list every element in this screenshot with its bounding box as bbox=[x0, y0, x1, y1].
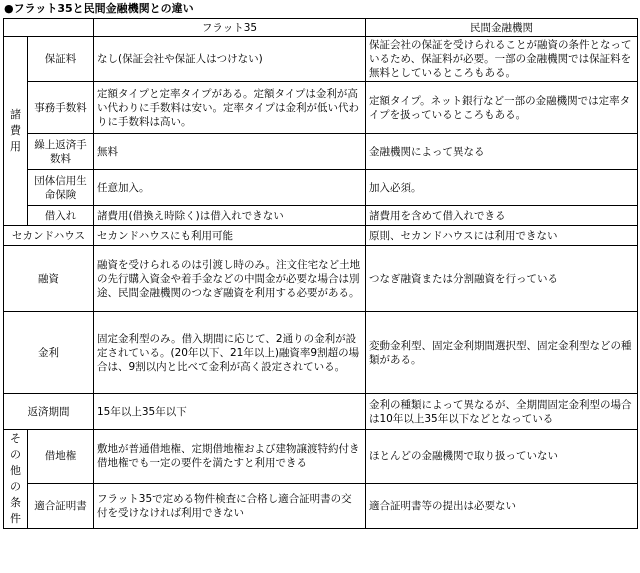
flat35-cell: セカンドハウスにも利用可能 bbox=[94, 226, 366, 246]
private-cell: 諸費用を含めて借入れできる bbox=[366, 206, 638, 226]
header-flat35: フラット35 bbox=[94, 19, 366, 37]
table-row bbox=[4, 312, 638, 394]
private-cell: つなぎ融資または分割融資を行っている bbox=[366, 246, 638, 312]
page-title: ●フラット35と民間金融機関との違い bbox=[4, 2, 194, 15]
table-row bbox=[4, 483, 638, 528]
table-row bbox=[4, 246, 638, 312]
row-label: 借地権 bbox=[28, 430, 94, 484]
table-row bbox=[4, 134, 638, 170]
private-cell: 金融機関によって異なる bbox=[366, 134, 638, 170]
flat35-cell: 定額タイプと定率タイプがある。定額タイプは金利が高い代わりに手数料は安い。定率タイプは金利が低い代わりに手数料は高い。 bbox=[94, 82, 366, 134]
table-row bbox=[4, 170, 638, 206]
flat35-cell: フラット35で定める物件検査に合格し適合証明書の交付を受けなければ利用できない bbox=[94, 483, 366, 528]
flat35-cell: 無料 bbox=[94, 134, 366, 170]
row-label: 保証料 bbox=[28, 37, 94, 82]
row-label: 団体信用生命保険 bbox=[28, 170, 94, 206]
table-row bbox=[4, 394, 638, 430]
table-row bbox=[4, 226, 638, 246]
group-label-shohiyo: 諸費用 bbox=[4, 37, 28, 226]
comparison-table bbox=[3, 18, 638, 529]
table-header-row bbox=[4, 19, 638, 37]
private-cell: 金利の種類によって異なるが、全期間固定金利型の場合は10年以上35年以下などとなっている bbox=[366, 394, 638, 430]
row-label: 繰上返済手数料 bbox=[28, 134, 94, 170]
table-row bbox=[4, 82, 638, 134]
flat35-cell: 任意加入。 bbox=[94, 170, 366, 206]
flat35-cell: 敷地が普通借地権、定期借地権および建物譲渡特約付き借地権でも一定の要件を満たすと利用できる bbox=[94, 430, 366, 484]
private-cell: 加入必須。 bbox=[366, 170, 638, 206]
row-label: セカンドハウス bbox=[4, 226, 94, 246]
table-row bbox=[4, 37, 638, 82]
private-cell: 保証会社の保証を受けられることが融資の条件となっているため、保証料が必要。一部の金融機関では保証料を無料としているところもある。 bbox=[366, 37, 638, 82]
table-row bbox=[4, 206, 638, 226]
flat35-cell: なし(保証会社や保証人はつけない) bbox=[94, 37, 366, 82]
row-label: 融資 bbox=[4, 246, 94, 312]
row-label: 事務手数料 bbox=[28, 82, 94, 134]
header-empty bbox=[4, 19, 94, 37]
private-cell: 適合証明書等の提出は必要ない bbox=[366, 483, 638, 528]
flat35-cell: 諸費用(借換え時除く)は借入れできない bbox=[94, 206, 366, 226]
group-label-sonota: その他の条件 bbox=[4, 430, 28, 529]
row-label: 借入れ bbox=[28, 206, 94, 226]
private-cell: 定額タイプ。ネット銀行など一部の金融機関では定率タイプを扱っているところもある。 bbox=[366, 82, 638, 134]
row-label: 適合証明書 bbox=[28, 483, 94, 528]
table-row bbox=[4, 430, 638, 484]
private-cell: 原則、セカンドハウスには利用できない bbox=[366, 226, 638, 246]
flat35-cell: 15年以上35年以下 bbox=[94, 394, 366, 430]
flat35-cell: 固定金利型のみ。借入期間に応じて、2通りの金利が設定されている。(20年以下、21年以上)融資率9割超の場合は、9割以内と比べて金利が高く設定されている。 bbox=[94, 312, 366, 394]
row-label: 金利 bbox=[4, 312, 94, 394]
private-cell: 変動金利型、固定金利期間選択型、固定金利型などの種類がある。 bbox=[366, 312, 638, 394]
flat35-cell: 融資を受けられるのは引渡し時のみ。注文住宅など土地の先行購入資金や着手金などの中間金が必要な場合は別途、民間金融機関のつなぎ融資を利用する必要がある。 bbox=[94, 246, 366, 312]
header-private: 民間金融機関 bbox=[366, 19, 638, 37]
private-cell: ほとんどの金融機関で取り扱っていない bbox=[366, 430, 638, 484]
row-label: 返済期間 bbox=[4, 394, 94, 430]
